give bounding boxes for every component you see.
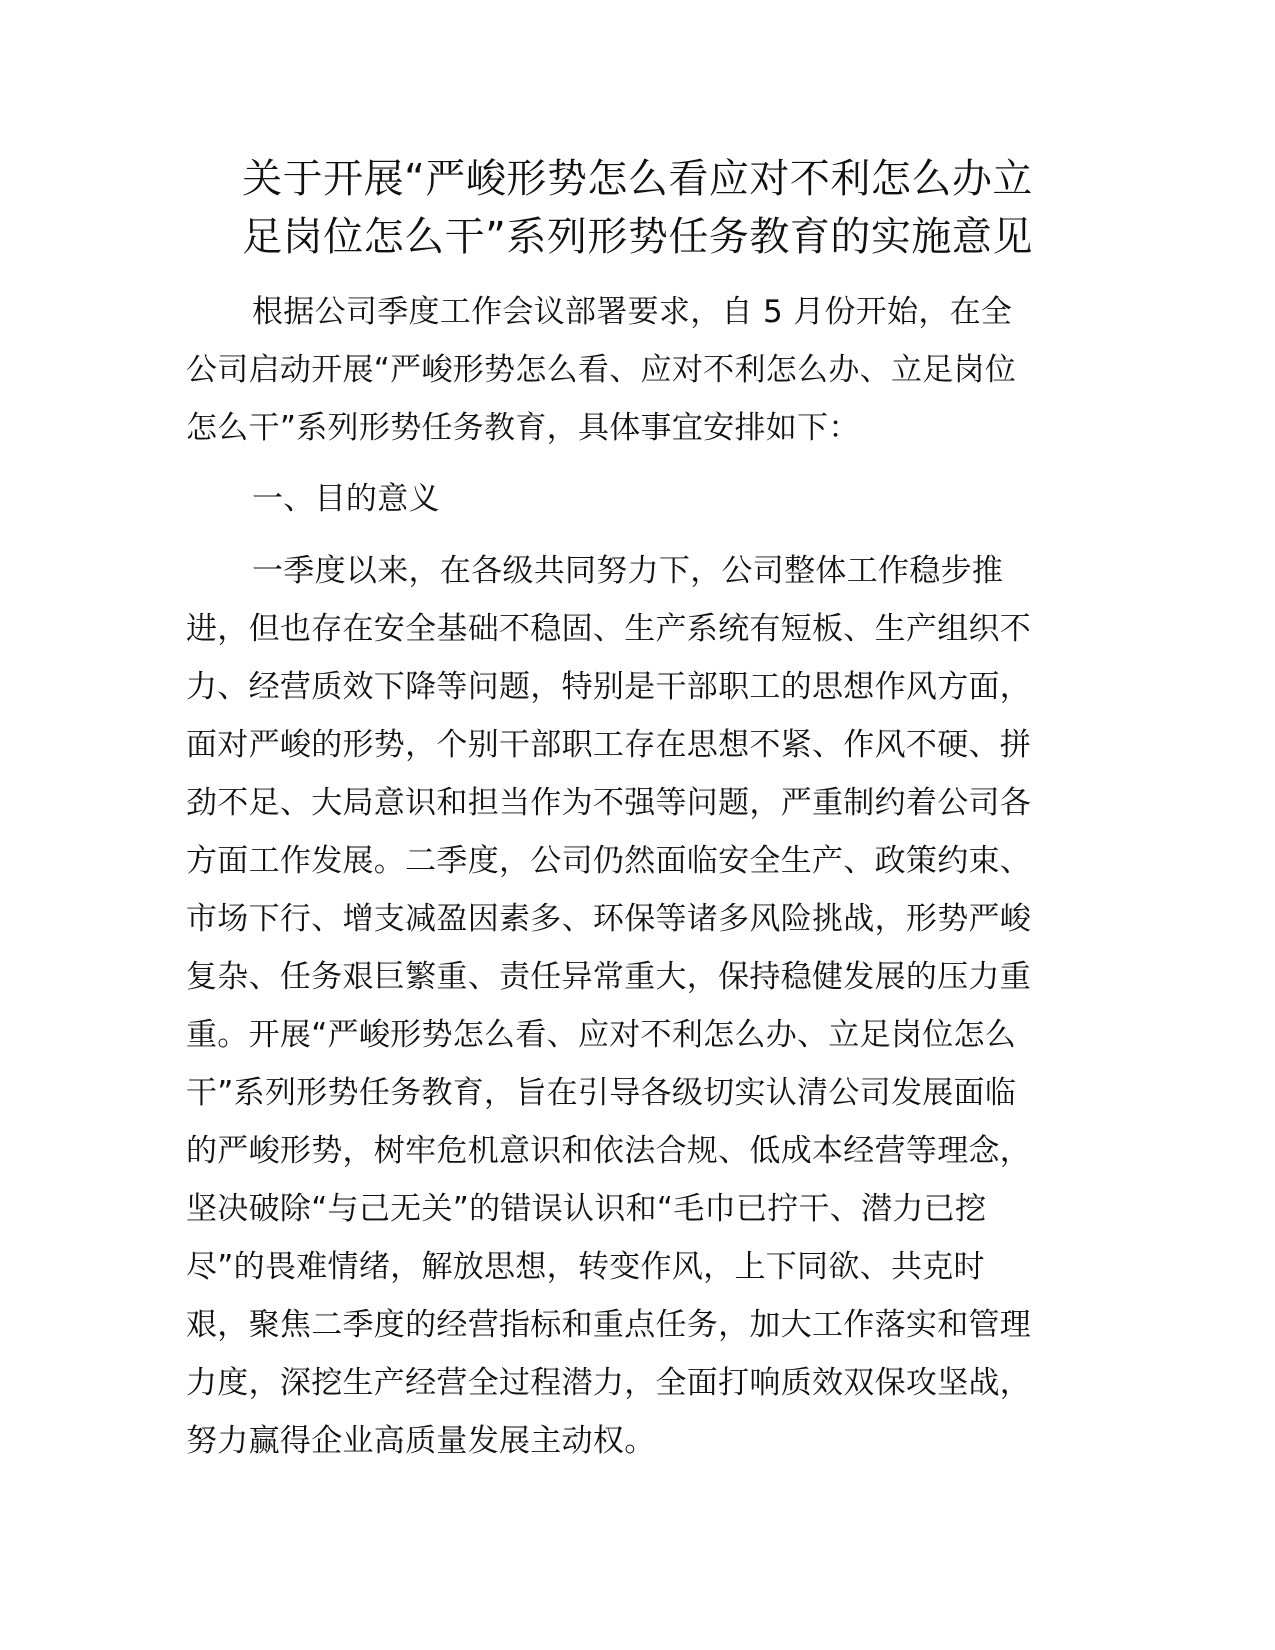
intro-paragraph [186,283,1086,457]
section-line-11: 的严峻形势，树牢危机意识和依法合规、低成本经营等理念， [186,1133,1032,1169]
section-line-4: 面对严峻的形势，个别干部职工存在思想不紧、作风不硬、拼 [186,727,1032,763]
section-paragraph [186,542,1086,1470]
intro-line-1: 根据公司季度工作会议部署要求，自 5 月份开始，在全 [252,294,1013,330]
section-line-6: 方面工作发展。二季度，公司仍然面临安全生产、政策约束、 [186,843,1032,879]
section-line-2: 进，但也存在安全基础不稳固、生产系统有短板、生产组织不 [186,611,1032,647]
title-line-2: 足岗位怎么干”系列形势任务教育的实施意见 [242,214,1033,260]
section-heading [186,470,1086,528]
section-line-3: 力、经营质效下降等问题，特别是干部职工的思想作风方面， [186,669,1032,705]
intro-line-2: 公司启动开展“严峻形势怎么看、应对不利怎么办、立足岗位 [186,352,1017,388]
section-line-13: 尽”的畏难情绪，解放思想，转变作风，上下同欲、共克时 [186,1249,985,1285]
section-line-14: 艰，聚焦二季度的经营指标和重点任务，加大工作落实和管理 [186,1307,1032,1343]
section-line-16: 努力赢得企业高质量发展主动权。 [186,1423,656,1459]
section-line-5: 劲不足、大局意识和担当作为不强等问题，严重制约着公司各 [186,785,1032,821]
section-line-1: 一季度以来，在各级共同努力下，公司整体工作稳步推 [252,553,1004,589]
intro-line-3: 怎么干”系列形势任务教育，具体事宜安排如下： [186,410,860,446]
section-heading-text: 一、目的意义 [252,481,440,517]
document-title [150,150,1125,266]
section-line-12: 坚决破除“与己无关”的错误认识和“毛巾已拧干、潜力已挖 [186,1191,987,1227]
section-line-15: 力度，深挖生产经营全过程潜力，全面打响质效双保攻坚战， [186,1365,1032,1401]
section-line-10: 干”系列形势任务教育，旨在引导各级切实认清公司发展面临 [186,1075,1017,1111]
section-line-7: 市场下行、增支减盈因素多、环保等诸多风险挑战，形势严峻 [186,901,1032,937]
title-line-1: 关于开展“严峻形势怎么看应对不利怎么办立 [242,156,1033,202]
section-line-9: 重。开展“严峻形势怎么看、应对不利怎么办、立足岗位怎么 [186,1017,1017,1053]
section-line-8: 复杂、任务艰巨繁重、责任异常重大，保持稳健发展的压力重 [186,959,1032,995]
